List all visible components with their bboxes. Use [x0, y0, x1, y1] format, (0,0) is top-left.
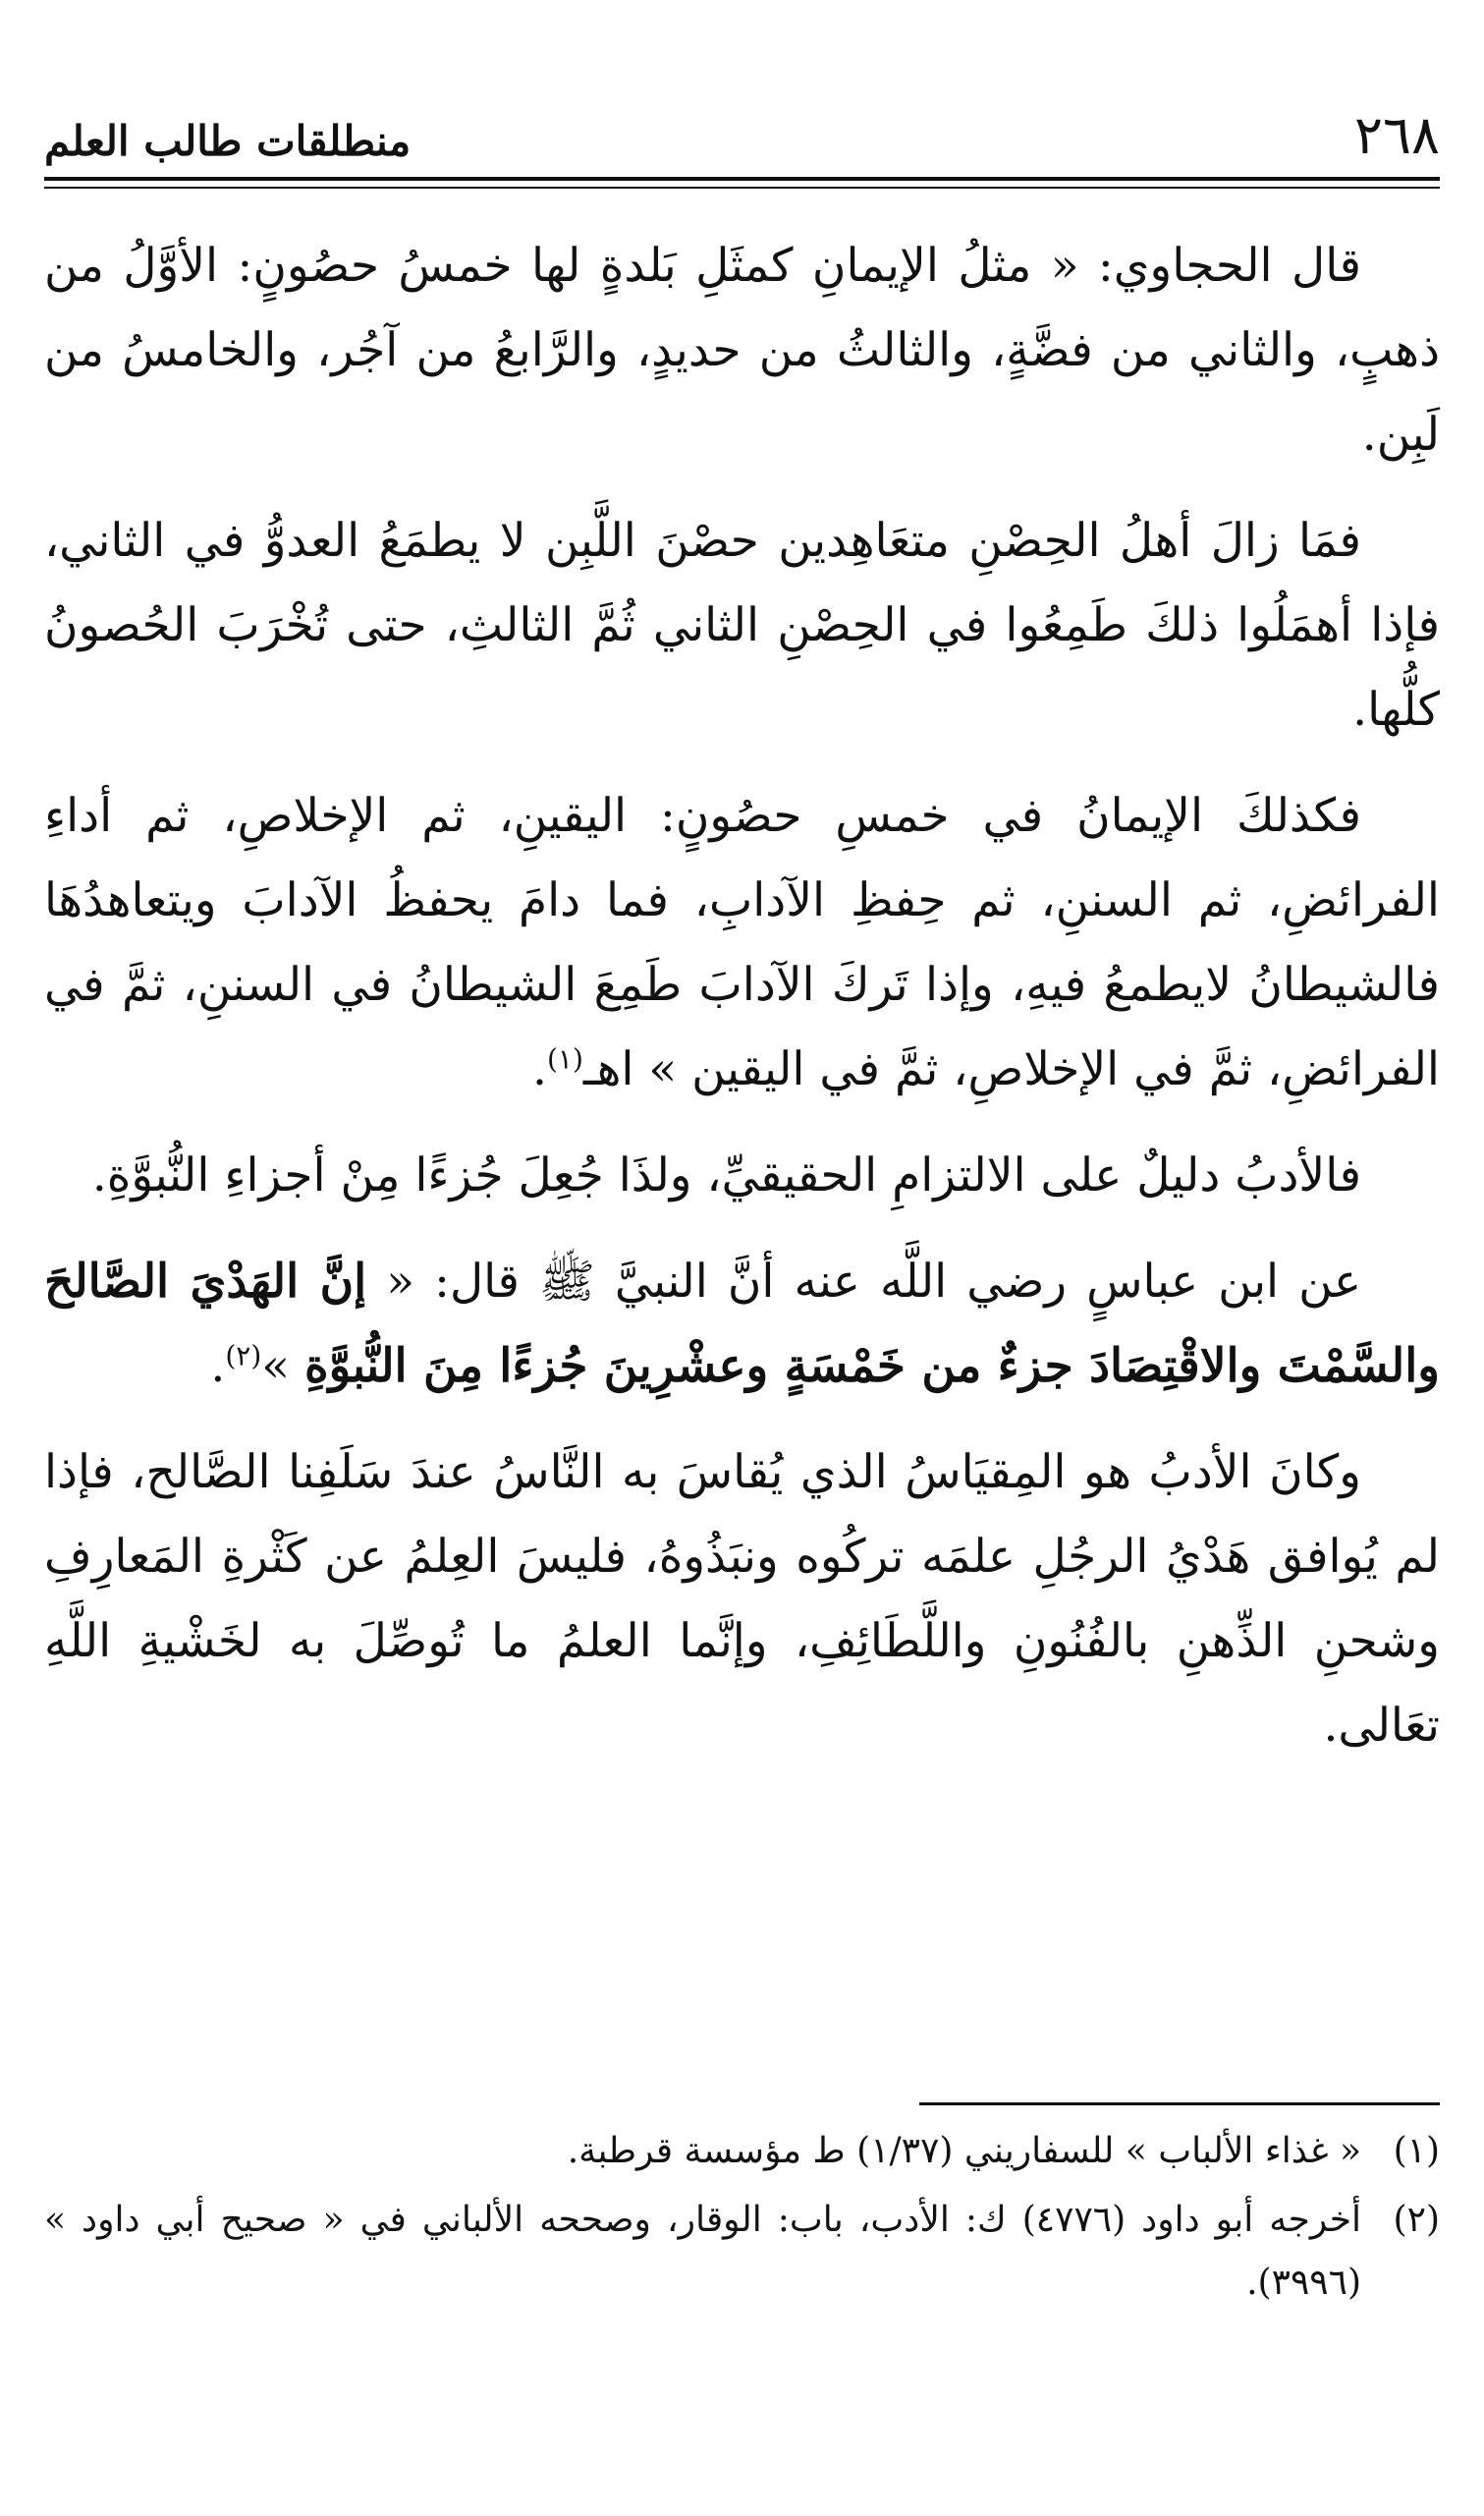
paragraph-adab-evidence: فالأدبُ دليلٌ على الالتزامِ الحقيقيِّ، ولذَا جُعِلَ جُزءًا مِنْ أجزاءِ النُّبوَّةِ.	[91, 1148, 1361, 1202]
paragraph-hajjawi-quote: قال الحجاوي: « مثلُ الإيمانِ كمثَلِ بَلدةٍ لها خمسُ حصُونٍ: الأوَّلُ من ذهبٍ، والثاني من فضَّةٍ، والثالثُ من حديدٍ، والرَّابعُ من آجُر، والخامسُ من لَبِن.	[44, 239, 1440, 462]
paragraph-fortress: فمَا زالَ أهلُ الحِصْنِ متعَاهِدين حصْنَ اللَّبِن لا يطمَعُ العدوُّ في الثاني، فإذا أهمَلُوا ذلكَ طَمِعُوا في الحِصْنِ الثاني ثُمَّ الثالثِ، حتى تُخْرَبَ الحُصونُ كلُّها.	[44, 514, 1440, 737]
footnote-separator	[919, 2102, 1440, 2105]
footnote-text: أخرجه أبو داود (٤٧٧٦) ك: الأدب، باب: الوقار، وصححه الألباني في « صحيح أبي داود » (٣٩٩٦).	[44, 2200, 1361, 2303]
footnote-number: (١)	[1393, 2131, 1440, 2171]
header-rule-thick	[44, 177, 1440, 181]
paragraph-five-fortresses: فكذلكَ الإيمانُ في خمسِ حصُونٍ: اليقينِ، ثم الإخلاصِ، ثم أداءِ الفرائضِ، ثم السننِ، ثم حِفظِ الآدابِ، فما دامَ يحفظُ الآدابَ ويتعاهدُهَا فالشيطانُ لايطمعُ فيهِ، وإذا تَركَ الآدابَ طَمِعَ الشيطانُ في السننِ، ثمَّ في الفرائضِ، ثمَّ في الإخلاصِ، ثمَّ في اليقين » اهـ$^{(١)}$.	[44, 789, 1440, 1096]
footnote-2	[44, 2189, 1440, 2315]
header-rule-thin	[44, 187, 1440, 189]
running-title: منطلقات طالب العلم	[44, 117, 412, 165]
hadith-text: إنَّ الهَدْيَ الصَّالحَ والسَّمْتَ والاقْتِصَادَ جزءٌ من خَمْسَةٍ وعشْرِينَ جُزءًا مِنَ النُّبوَّةِ	[44, 1255, 1440, 1393]
main-text	[44, 224, 1440, 1790]
paragraph-adab-measure: وكانَ الأدبُ هو المِقيَاسُ الذي يُقاسَ به النَّاسُ عندَ سَلَفِنا الصَّالح، فإذا لم يُوافق هَدْيُ الرجُلِ علمَه تركُوه ونبَذُوهُ، فليسَ العِلمُ عن كَثْرةِ المَعارِفِ وشحنِ الذِّهنِ بالفُنُونِ واللَّطَائِفِ، وإنَّما العلمُ ما تُوصِّلَ به لخَشْيةِ اللَّهِ تعَالى.	[44, 1445, 1440, 1753]
footnote-text: « غذاء الألباب » للسفاريني (١/٣٧) ط مؤسسة قرطبة.	[567, 2131, 1361, 2171]
footnote-number: (٢)	[1393, 2200, 1440, 2240]
footnote-ref-1[interactable]: (١)	[546, 1042, 583, 1076]
page-header	[44, 93, 1440, 166]
footnote-1	[44, 2120, 1440, 2183]
footnote-ref-2[interactable]: (٢)	[225, 1339, 262, 1372]
page-number: ٢٦٨	[1353, 104, 1440, 166]
footnotes	[44, 2120, 1440, 2320]
paragraph-hadith: عن ابن عباسٍ رضي اللَّه عنه أنَّ النبيَّ ﷺ قال: « إنَّ الهَدْيَ الصَّالحَ والسَّمْتَ والاقْتِصَادَ جزءٌ من خَمْسَةٍ وعشْرِينَ جُزءًا مِنَ النُّبوَّةِ »$^{(٢)}$.	[44, 1255, 1440, 1393]
